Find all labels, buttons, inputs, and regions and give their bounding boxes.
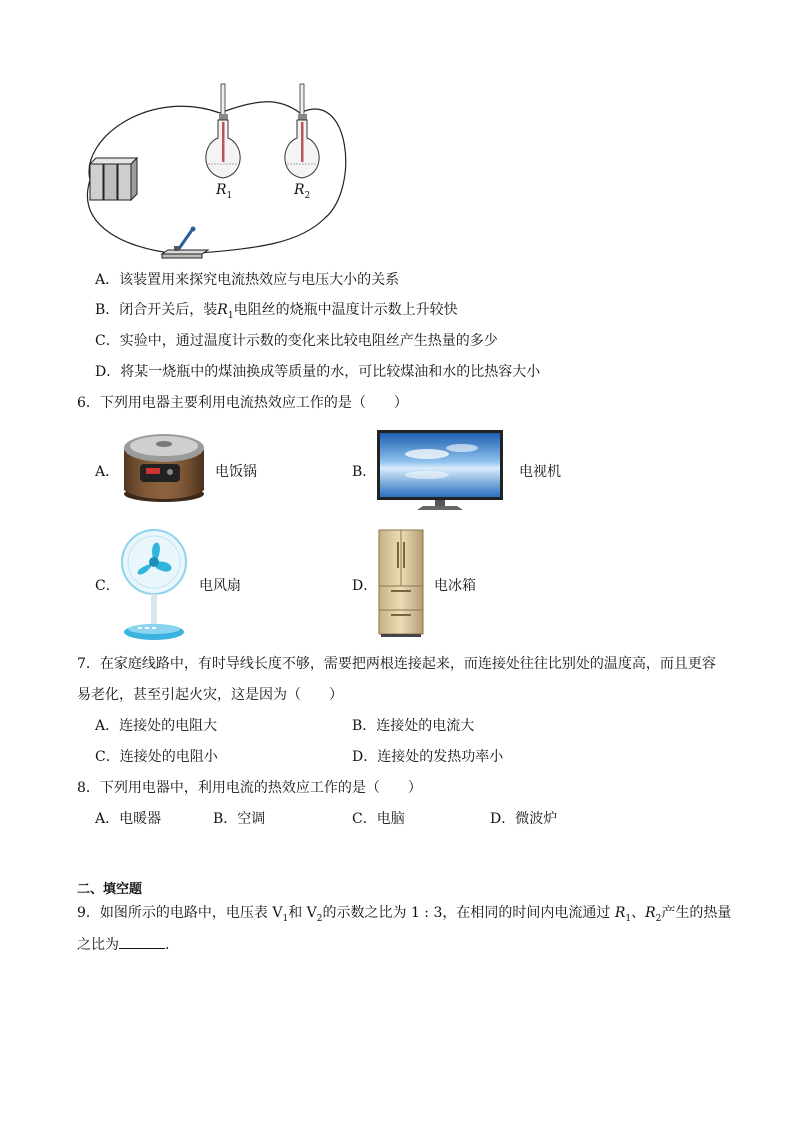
q8-option-c: C．电脑	[352, 811, 405, 827]
q7-option-b: B．连接处的电流大	[352, 718, 475, 734]
q8-stem: 8．下列用电器中，利用电流的热效应工作的是（ ）	[77, 780, 422, 796]
q6-option-a-name: 电饭锅	[215, 464, 257, 480]
q6-option-c-letter: C．	[95, 578, 120, 594]
section-title: 二、填空题	[77, 882, 143, 897]
q9-stem-line2: 之比为 .	[77, 934, 169, 955]
q7-option-d: D．连接处的发热功率小	[352, 749, 504, 765]
q7-option-c: C．连接处的电阻小	[95, 749, 218, 765]
q6-option-d-letter: D．	[352, 578, 378, 594]
q5-option-c: C．实验中，通过温度计示数的变化来比较电阻丝产生热量的多少	[95, 333, 498, 349]
q7-stem-line1: 7．在家庭线路中，有时导线长度不够，需要把两根连接起来，而连接处往往比别处的温度高，而且更容	[77, 656, 716, 672]
answer-blank[interactable]	[119, 934, 165, 949]
q8-option-d: D．微波炉	[490, 811, 558, 827]
q6-option-c-name: 电风扇	[199, 578, 241, 594]
q6-option-d-name: 电冰箱	[434, 578, 476, 594]
label-r2: $R_2$	[294, 182, 311, 201]
rice-cooker-image	[120, 428, 208, 504]
battery	[90, 158, 137, 200]
circuit-figure	[70, 78, 370, 268]
q6-option-a-letter: A．	[95, 464, 120, 480]
q7-stem-line2: 易老化，甚至引起火灾，这是因为（ ）	[77, 687, 343, 703]
q6-option-b-name: 电视机	[519, 464, 561, 480]
refrigerator-image	[377, 528, 425, 638]
q5-option-d: D．将某一烧瓶中的煤油换成等质量的水，可比较煤油和水的比热容大小	[95, 364, 541, 380]
electric-fan-image	[118, 528, 190, 642]
q6-stem: 6．下列用电器主要利用电流热效应工作的是（ ）	[77, 395, 408, 411]
q8-option-b: B．空调	[213, 811, 266, 827]
flask-r1	[206, 84, 240, 178]
q8-option-a: A．电暖器	[95, 811, 162, 827]
q6-option-b-letter: B．	[352, 464, 377, 480]
label-r1: $R_1$	[216, 182, 233, 201]
q5-option-a: A．该装置用来探究电流热效应与电压大小的关系	[95, 272, 400, 288]
q5-option-b: B．闭合开关后，装$R_1$电阻丝的烧瓶中温度计示数上升较快	[95, 302, 458, 321]
q9-stem-line1: 9．如图所示的电路中，电压表 $V_1$和 $V_2$的示数之比为 1 : 3，在相同的时间内电流通过 $R_1$、$R_2$产生的热量	[77, 905, 732, 924]
circuit-wire	[220, 102, 300, 113]
flask-r2	[285, 84, 319, 178]
tv-image	[377, 430, 503, 512]
knife-switch	[162, 227, 208, 259]
q7-option-a: A．连接处的电阻大	[95, 718, 218, 734]
